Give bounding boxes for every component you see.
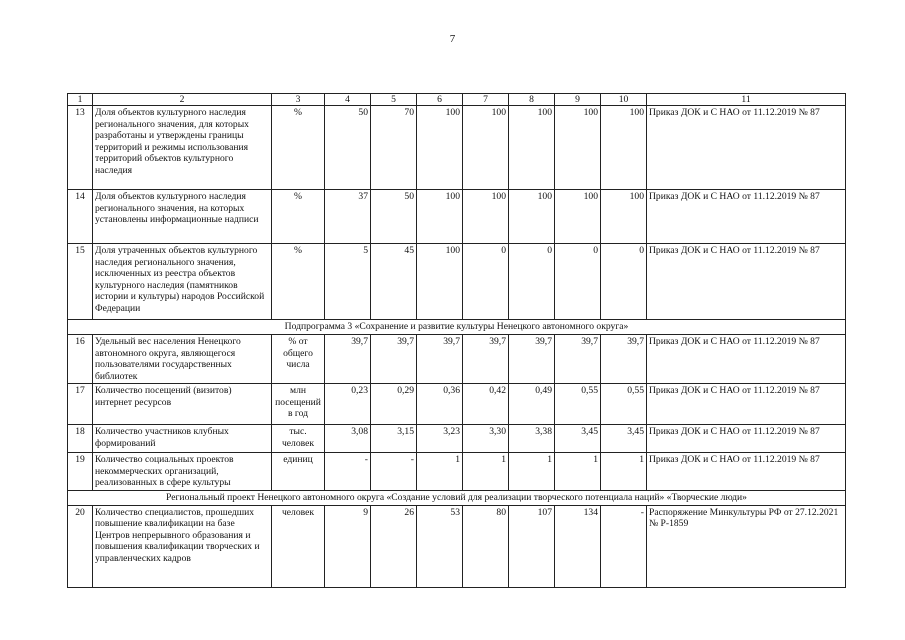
value-cell: 3,45 [601,425,647,453]
value-cell: 100 [463,190,509,244]
value-cell: 3,45 [555,425,601,453]
table-row [68,453,846,491]
unit-cell: % [272,190,325,244]
table-row [68,335,846,384]
source-document: Приказ ДОК и С НАО от 11.12.2019 № 87 [647,425,846,453]
table-row [68,505,846,587]
value-cell: 0 [509,244,555,320]
row-number: 16 [68,335,93,384]
value-cell: 100 [509,106,555,190]
source-document: Распоряжение Минкультуры РФ от 27.12.2021 № Р-1859 [647,505,846,587]
indicator-name: Доля объектов культурного наследия регионального значения, для которых разработаны и утверждены границы территорий и режимы использования территорий объектов культурного наследия [93,106,272,190]
header-cell: 2 [93,94,272,106]
header-cell: 10 [601,94,647,106]
indicator-name: Количество социальных проектов некоммерческих организаций, реализованных в сфере культуры [93,453,272,491]
value-cell: 100 [509,190,555,244]
unit-cell: % [272,244,325,320]
value-cell: 39,7 [417,335,463,384]
project-header-title: Региональный проект Ненецкого автономного округа «Создание условий для реализации творческого потенциала наций» «Творческие люди» [68,490,846,505]
value-cell: 0,55 [555,384,601,425]
value-cell: 26 [371,505,417,587]
value-cell: 100 [555,106,601,190]
header-row [68,94,846,106]
header-cell: 6 [417,94,463,106]
value-cell: 37 [325,190,371,244]
value-cell: - [601,505,647,587]
value-cell: 5 [325,244,371,320]
value-cell: 1 [463,453,509,491]
value-cell: 50 [371,190,417,244]
source-document: Приказ ДОК и С НАО от 11.12.2019 № 87 [647,106,846,190]
unit-cell: % [272,106,325,190]
value-cell: 100 [463,106,509,190]
value-cell: 39,7 [463,335,509,384]
value-cell: 70 [371,106,417,190]
value-cell: 0,55 [601,384,647,425]
source-document: Приказ ДОК и С НАО от 11.12.2019 № 87 [647,335,846,384]
source-document: Приказ ДОК и С НАО от 11.12.2019 № 87 [647,453,846,491]
value-cell: 3,15 [371,425,417,453]
source-document: Приказ ДОК и С НАО от 11.12.2019 № 87 [647,244,846,320]
value-cell: 53 [417,505,463,587]
value-cell: 1 [509,453,555,491]
value-cell: 50 [325,106,371,190]
table-row [68,384,846,425]
value-cell: 100 [417,190,463,244]
row-number: 14 [68,190,93,244]
indicator-name: Количество участников клубных формирований [93,425,272,453]
value-cell: 0,42 [463,384,509,425]
row-number: 20 [68,505,93,587]
row-number: 19 [68,453,93,491]
value-cell: 100 [555,190,601,244]
value-cell: 100 [601,190,647,244]
value-cell: 9 [325,505,371,587]
value-cell: 0,36 [417,384,463,425]
value-cell: - [371,453,417,491]
value-cell: 39,7 [601,335,647,384]
value-cell: 1 [601,453,647,491]
value-cell: 0,23 [325,384,371,425]
indicators-table [67,93,846,588]
header-cell: 5 [371,94,417,106]
header-cell: 11 [647,94,846,106]
source-document: Приказ ДОК и С НАО от 11.12.2019 № 87 [647,384,846,425]
value-cell: 80 [463,505,509,587]
value-cell: 3,30 [463,425,509,453]
indicator-name: Доля объектов культурного наследия регионального значения, на которых установлены информационные надписи [93,190,272,244]
header-cell: 8 [509,94,555,106]
table-row [68,190,846,244]
value-cell: 39,7 [325,335,371,384]
value-cell: 3,23 [417,425,463,453]
value-cell: 107 [509,505,555,587]
indicator-name: Доля утраченных объектов культурного наследия регионального значения, исключенных из реестра объектов культурного наследия (памятников истории и культуры) народов Российской Федерации [93,244,272,320]
value-cell: 100 [417,106,463,190]
value-cell: 100 [601,106,647,190]
source-document: Приказ ДОК и С НАО от 11.12.2019 № 87 [647,190,846,244]
project-header [68,490,846,505]
indicator-name: Удельный вес населения Ненецкого автономного округа, являющегося пользователями государственных библиотек [93,335,272,384]
row-number: 13 [68,106,93,190]
unit-cell: млн посещений в год [272,384,325,425]
row-number: 18 [68,425,93,453]
value-cell: 0,29 [371,384,417,425]
value-cell: 39,7 [509,335,555,384]
header-cell: 1 [68,94,93,106]
value-cell: 134 [555,505,601,587]
header-cell: 4 [325,94,371,106]
page-number: 7 [449,33,456,45]
value-cell: 0,49 [509,384,555,425]
subprogram-header-title: Подпрограмма 3 «Сохранение и развитие культуры Ненецкого автономного округа» [68,320,846,335]
table-row [68,244,846,320]
subprogram-header [68,320,846,335]
value-cell: 45 [371,244,417,320]
unit-cell: тыс. человек [272,425,325,453]
table-row [68,425,846,453]
indicator-name: Количество посещений (визитов) интернет ресурсов [93,384,272,425]
value-cell: 0 [463,244,509,320]
header-cell: 3 [272,94,325,106]
value-cell: 3,08 [325,425,371,453]
unit-cell: % от общего числа [272,335,325,384]
value-cell: 39,7 [371,335,417,384]
value-cell: 3,38 [509,425,555,453]
value-cell: - [325,453,371,491]
value-cell: 0 [601,244,647,320]
indicator-name: Количество специалистов, прошедших повышение квалификации на базе Центров непрерывного образования и повышения квалификации творческих и управленческих кадров [93,505,272,587]
value-cell: 1 [417,453,463,491]
value-cell: 1 [555,453,601,491]
value-cell: 39,7 [555,335,601,384]
table-row [68,106,846,190]
unit-cell: человек [272,505,325,587]
value-cell: 0 [555,244,601,320]
row-number: 17 [68,384,93,425]
unit-cell: единиц [272,453,325,491]
row-number: 15 [68,244,93,320]
header-cell: 9 [555,94,601,106]
header-cell: 7 [463,94,509,106]
value-cell: 100 [417,244,463,320]
